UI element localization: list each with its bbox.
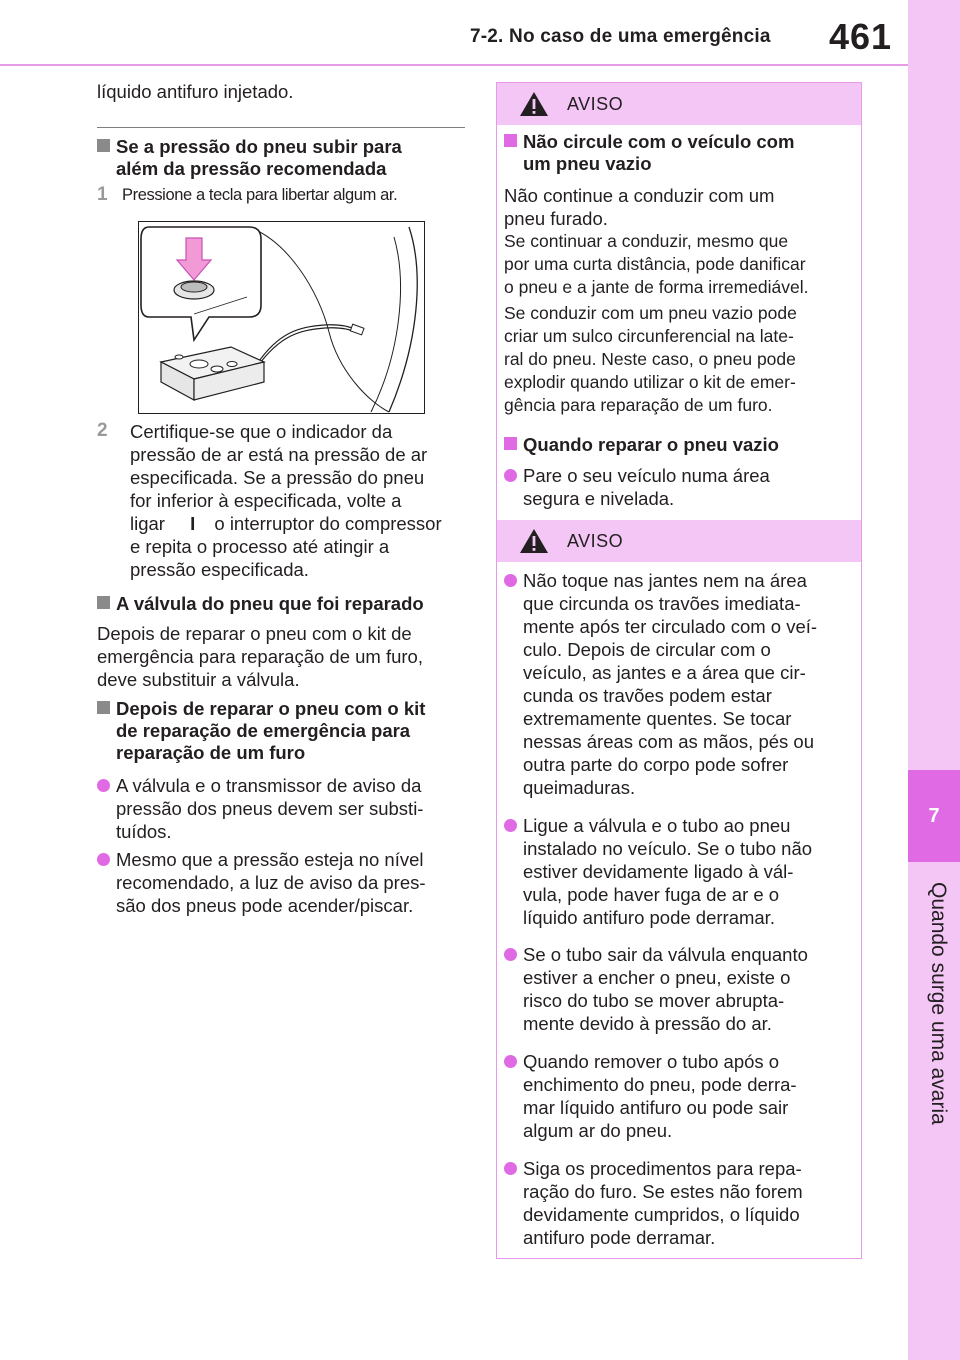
step-number: 1: [97, 184, 108, 205]
section-heading-after-repair: Depois de reparar o pneu com o kit de reparação de emergência para reparação de um furo: [97, 698, 467, 764]
round-bullet-icon: [504, 574, 517, 587]
warning-header: [497, 83, 861, 125]
warning-header: [497, 520, 861, 562]
warning-title: AVISO: [567, 94, 624, 114]
square-bullet-icon: [97, 701, 110, 714]
round-bullet-icon: [97, 779, 110, 792]
compressor-drawing: [139, 222, 424, 413]
list-item: Não toque nas jantes nem na área que circunda os travões imediata- mente após ter circulado com o veí- culo. Depois de circular com o veículo, as jantes e a área que cir- cunda os travões podem estar extremamente quentes. Se tocar nessas áreas com as mãos, pés ou outra parte do corpo pode sofrer queimaduras.: [504, 569, 856, 799]
list-item: A válvula e o transmissor de aviso da pressão dos pneus devem ser substi- tuídos.: [97, 774, 467, 843]
switch-on-symbol: I: [190, 513, 196, 534]
warning-heading: Não circule com o veículo com um pneu vazio: [504, 131, 854, 175]
warning-heading: Quando reparar o pneu vazio: [504, 434, 856, 456]
intro-text: líquido antifuro injetado.: [97, 81, 294, 102]
step-text: Certifique-se que o indicador da pressão de ar está na pressão de ar especificada. Se a pressão do pneu for inferior à especificada, volte a ligar I o interruptor do compressor e repita o processo até atingir a pressão especificada.: [130, 421, 442, 580]
chapter-label: Quando surge uma avaria: [927, 882, 950, 1125]
warning-triangle-icon: [519, 91, 549, 117]
list-item: Quando remover o tubo após o enchimento do pneu, pode derra- mar líquido antifuro ou pode sair algum ar do pneu.: [504, 1050, 856, 1142]
compressor-illustration: [138, 221, 425, 414]
square-bullet-icon: [504, 134, 517, 147]
warning-box: [496, 82, 862, 1259]
warning-paragraph: Se conduzir com um pneu vazio pode criar um sulco circunferencial na late- ral do pneu. Neste caso, o pneu pode explodir quando utilizar o kit de emer- gência para reparação de um furo.: [504, 303, 797, 415]
list-item: Siga os procedimentos para repa- ração do furo. Se estes não forem devidamente cumpridos, o líquido antifuro pode derramar.: [504, 1157, 856, 1249]
round-bullet-icon: [504, 948, 517, 961]
warning-title: AVISO: [567, 531, 624, 551]
step-text: Pressione a tecla para libertar algum ar.: [122, 186, 398, 204]
list-item: Mesmo que a pressão esteja no nível recomendado, a luz de aviso da pres- são dos pneus pode acender/piscar.: [97, 848, 467, 917]
section-heading-valve: A válvula do pneu que foi reparado: [97, 593, 467, 615]
page-number: 461: [829, 16, 893, 57]
warning-paragraph: Se continuar a conduzir, mesmo que por uma curta distância, pode danificar o pneu e a jante de forma irremediável.: [504, 231, 809, 297]
valve-paragraph: Depois de reparar o pneu com o kit de emergência para reparação de um furo, deve substituir a válvula.: [97, 623, 423, 690]
header-divider: [0, 64, 908, 66]
square-bullet-icon: [97, 139, 110, 152]
round-bullet-icon: [97, 853, 110, 866]
round-bullet-icon: [504, 469, 517, 482]
warning-triangle-icon: [519, 528, 549, 554]
section-divider: [97, 127, 465, 128]
warning-paragraph: Não continue a conduzir com um pneu furado.: [504, 185, 775, 229]
chapter-tab: [908, 0, 960, 1360]
list-item: Se o tubo sair da válvula enquanto estiver a encher o pneu, existe o risco do tubo se mover abrupta- mente devido à pressão do ar.: [504, 943, 856, 1035]
list-item: Pare o seu veículo numa área segura e nivelada.: [504, 464, 856, 510]
round-bullet-icon: [504, 1055, 517, 1068]
round-bullet-icon: [504, 1162, 517, 1175]
round-bullet-icon: [504, 819, 517, 832]
square-bullet-icon: [97, 596, 110, 609]
section-title: 7-2. No caso de uma emergência: [470, 26, 771, 47]
list-item: Ligue a válvula e o tubo ao pneu instalado no veículo. Se o tubo não estiver devidamente ligado à vál- vula, pode haver fuga de ar e o líquido antifuro pode derramar.: [504, 814, 856, 929]
chapter-number: 7: [908, 770, 960, 862]
section-heading-pressure-high: Se a pressão do pneu subir para além da pressão recomendada: [97, 136, 467, 180]
step-number: 2: [97, 420, 108, 441]
square-bullet-icon: [504, 437, 517, 450]
